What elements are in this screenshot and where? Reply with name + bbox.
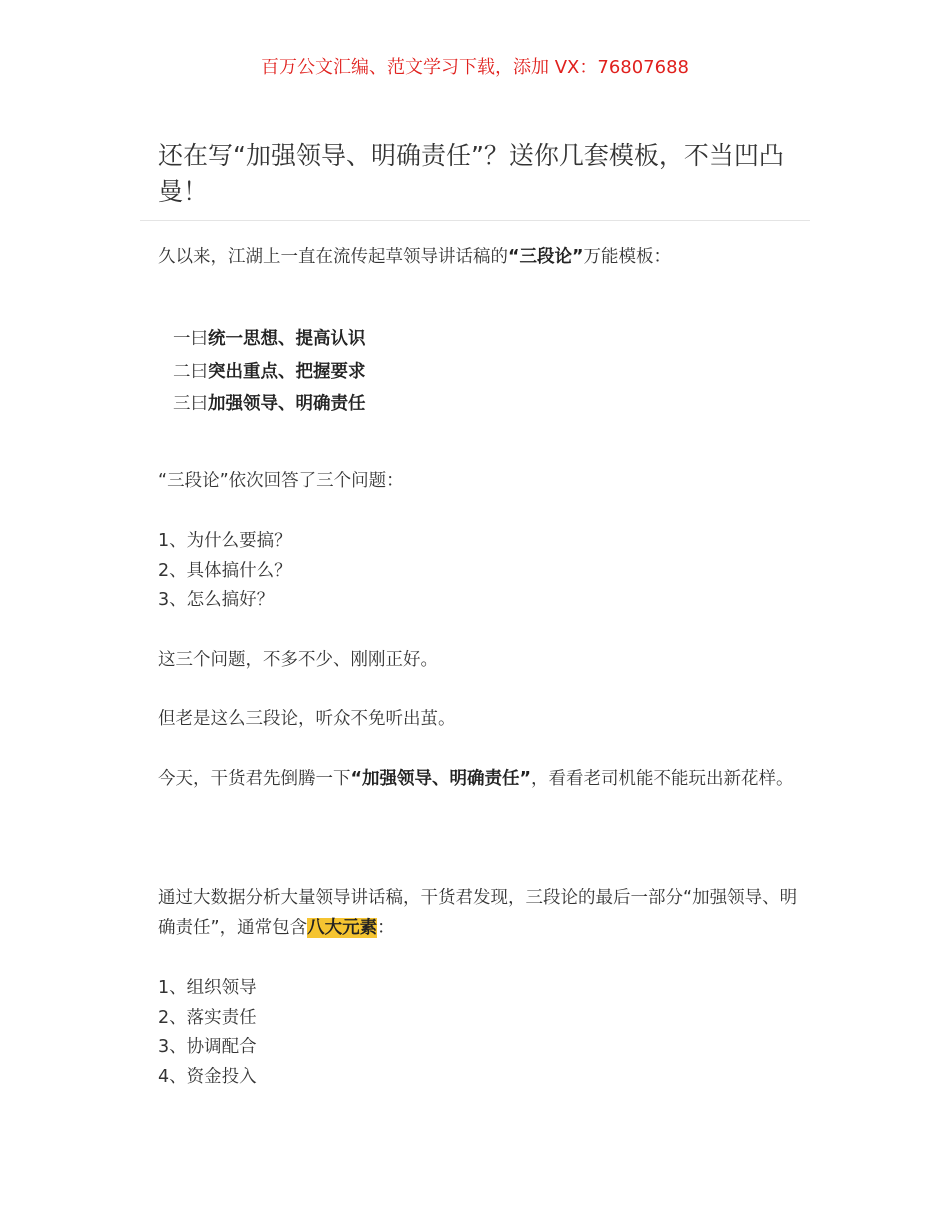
three-points-list <box>158 323 813 421</box>
intro-paragraph <box>158 243 798 273</box>
list-item: 1、为什么要搞？ <box>158 531 292 551</box>
bigdata-text-end: ： <box>377 917 395 938</box>
elements-list <box>158 974 798 1092</box>
list-item: 2、落实责任 <box>158 1007 257 1028</box>
point-prefix: 一曰 <box>173 329 208 349</box>
list-item <box>173 323 813 356</box>
questions-list <box>158 527 798 616</box>
list-item <box>173 356 813 389</box>
today-paragraph <box>158 765 798 795</box>
header-banner: 百万公文汇编、范文学习下载，添加 VX：76807688 <box>261 57 689 78</box>
list-item: 3、协调配合 <box>158 1037 257 1057</box>
list-item: 2、具体搞什么？ <box>158 560 292 581</box>
point-prefix: 三曰 <box>173 394 208 414</box>
bigdata-text: 通过大数据分析大量领导讲话稿，干货君发现，三段论的最后一部分“加强领导、明确责任”，通常包含 <box>158 888 798 938</box>
point-prefix: 二曰 <box>173 361 208 382</box>
list-item: 1、组织领导 <box>158 978 257 998</box>
questions-intro: “三段论”依次回答了三个问题： <box>158 471 404 491</box>
intro-text: 久以来，江湖上一直在流传起草领导讲话稿的 <box>158 247 508 267</box>
today-text-end: ，看看老司机能不能玩出新花样。 <box>531 769 794 789</box>
point-bold: 统一思想、提高认识 <box>208 329 366 349</box>
article-title: 还在写“加强领导、明确责任”？送你几套模板，不当凹凸曼！ <box>158 141 784 206</box>
point-bold: 加强领导、明确责任 <box>208 394 366 414</box>
bigdata-paragraph <box>158 884 798 943</box>
intro-text-end: 万能模板： <box>583 247 672 267</box>
list-item <box>173 388 813 421</box>
title-divider <box>140 220 810 221</box>
list-item: 4、资金投入 <box>158 1066 257 1087</box>
point-bold: 突出重点、把握要求 <box>208 361 366 382</box>
today-bold: “加强领导、明确责任” <box>350 769 532 789</box>
paragraph: 这三个问题，不多不少、刚刚正好。 <box>158 650 438 670</box>
intro-bold: “三段论” <box>508 247 584 267</box>
today-text: 今天，干货君先倒腾一下 <box>158 769 351 789</box>
list-item: 3、怎么搞好？ <box>158 590 275 610</box>
highlight-text: 八大元素 <box>307 917 378 938</box>
paragraph: 但老是这么三段论，听众不免听出茧。 <box>158 709 456 729</box>
